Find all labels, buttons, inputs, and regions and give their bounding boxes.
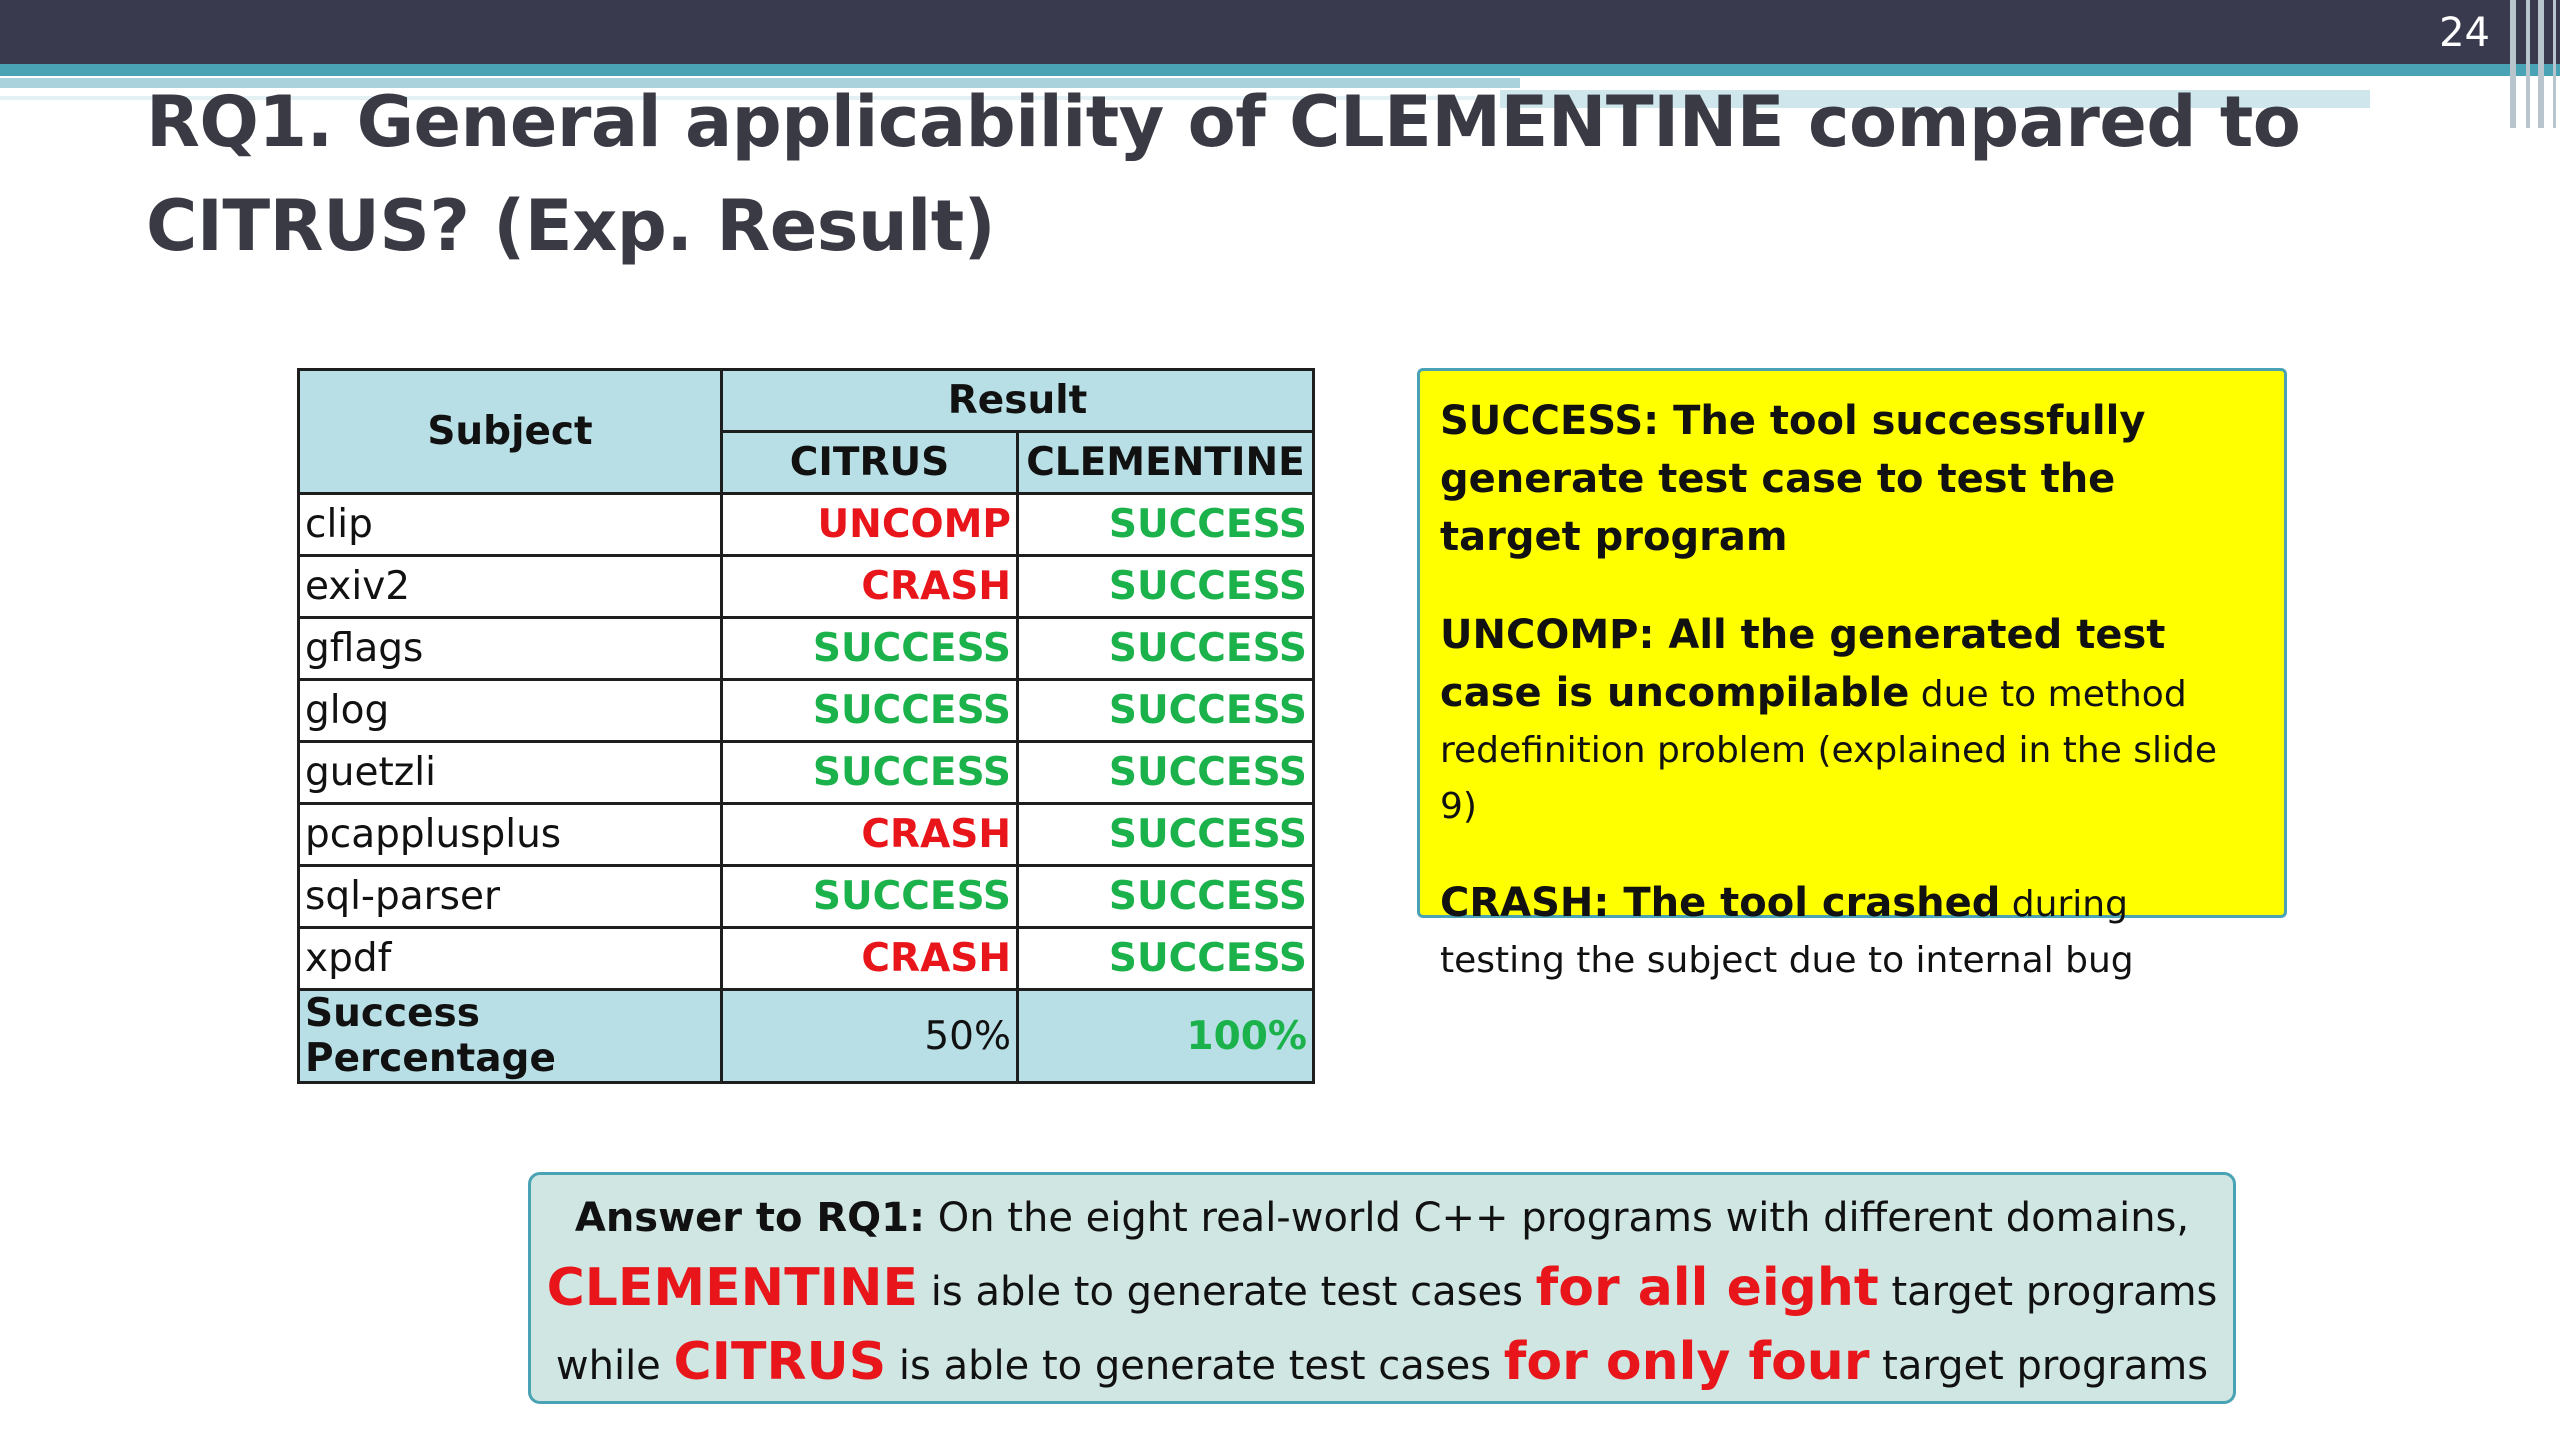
row-subject: gflags bbox=[299, 618, 722, 680]
answer-line2-end: target programs bbox=[1878, 1269, 2218, 1315]
slide-title bbox=[146, 70, 2346, 278]
row-citrus-result: SUCCESS bbox=[722, 618, 1018, 680]
table-row bbox=[299, 742, 1314, 804]
answer-line1-rest: On the eight real-world C++ programs with different domains, bbox=[925, 1195, 2190, 1241]
row-clementine-result: SUCCESS bbox=[1018, 804, 1314, 866]
answer-line3-mid: is able to generate test cases bbox=[886, 1343, 1504, 1389]
row-clementine-result: SUCCESS bbox=[1018, 556, 1314, 618]
row-clementine-result: SUCCESS bbox=[1018, 494, 1314, 556]
summary-row bbox=[299, 990, 1314, 1083]
row-citrus-result: UNCOMP bbox=[722, 494, 1018, 556]
row-subject: sql-parser bbox=[299, 866, 722, 928]
slide-title-line1: RQ1. General applicability of CLEMENTINE compared to bbox=[146, 81, 2301, 163]
answer-line2 bbox=[531, 1253, 2233, 1327]
answer-line2-tool: CLEMENTINE bbox=[546, 1258, 919, 1318]
legend-box bbox=[1417, 368, 2287, 981]
answer-line3-start: while bbox=[555, 1343, 674, 1389]
results-table-body bbox=[299, 494, 1314, 990]
legend-success-text: SUCCESS: The tool successfully generate test case to test the target program bbox=[1440, 398, 2146, 560]
row-clementine-result: SUCCESS bbox=[1018, 742, 1314, 804]
answer-line1 bbox=[531, 1183, 2233, 1253]
table-row bbox=[299, 928, 1314, 990]
answer-line3 bbox=[531, 1327, 2233, 1401]
right-decorative-stripes bbox=[2500, 0, 2560, 128]
legend-uncomp bbox=[1440, 607, 2264, 835]
legend-crash-rest: during testing the subject due to internal bug bbox=[1440, 884, 2134, 981]
table-row bbox=[299, 804, 1314, 866]
row-citrus-result: CRASH bbox=[722, 928, 1018, 990]
row-citrus-result: SUCCESS bbox=[722, 866, 1018, 928]
row-citrus-result: SUCCESS bbox=[722, 680, 1018, 742]
header-result: Result bbox=[722, 370, 1314, 432]
summary-clementine: 100% bbox=[1018, 990, 1314, 1083]
table-row bbox=[299, 680, 1314, 742]
top-dark-band bbox=[0, 0, 2560, 64]
answer-line3-em: for only four bbox=[1503, 1332, 1870, 1392]
row-subject: exiv2 bbox=[299, 556, 722, 618]
answer-line3-tool: CITRUS bbox=[673, 1332, 887, 1392]
table-row bbox=[299, 494, 1314, 556]
header-clementine: CLEMENTINE bbox=[1018, 432, 1314, 494]
legend-crash-bold: CRASH: The tool crashed bbox=[1440, 880, 2001, 926]
legend-crash bbox=[1440, 875, 2264, 989]
row-citrus-result: CRASH bbox=[722, 556, 1018, 618]
row-clementine-result: SUCCESS bbox=[1018, 928, 1314, 990]
table-row bbox=[299, 556, 1314, 618]
row-subject: xpdf bbox=[299, 928, 722, 990]
row-clementine-result: SUCCESS bbox=[1018, 680, 1314, 742]
legend-uncomp-bold: UNCOMP: All the generated test case is uncompilable bbox=[1440, 612, 2166, 716]
summary-citrus: 50% bbox=[722, 990, 1018, 1083]
header-citrus: CITRUS bbox=[722, 432, 1018, 494]
table-row bbox=[299, 866, 1314, 928]
header-subject: Subject bbox=[299, 370, 722, 494]
slide-page-number: 24 bbox=[2439, 10, 2490, 56]
row-clementine-result: SUCCESS bbox=[1018, 866, 1314, 928]
row-subject: clip bbox=[299, 494, 722, 556]
summary-label: Success Percentage bbox=[299, 990, 722, 1083]
answer-label: Answer to RQ1: bbox=[574, 1195, 926, 1241]
answer-box bbox=[528, 1172, 2236, 1404]
row-clementine-result: SUCCESS bbox=[1018, 618, 1314, 680]
row-citrus-result: CRASH bbox=[722, 804, 1018, 866]
row-subject: guetzli bbox=[299, 742, 722, 804]
legend-uncomp-rest: due to method redefinition problem (explained in the slide 9) bbox=[1440, 674, 2218, 827]
row-subject: glog bbox=[299, 680, 722, 742]
table-row bbox=[299, 618, 1314, 680]
legend-success bbox=[1440, 393, 2264, 567]
answer-line2-mid: is able to generate test cases bbox=[918, 1269, 1536, 1315]
answer-line3-end: target programs bbox=[1869, 1343, 2209, 1389]
row-subject: pcapplusplus bbox=[299, 804, 722, 866]
slide-title-line2: CITRUS? (Exp. Result) bbox=[146, 185, 996, 267]
row-citrus-result: SUCCESS bbox=[722, 742, 1018, 804]
answer-line2-em: for all eight bbox=[1535, 1258, 1879, 1318]
results-table bbox=[297, 368, 1315, 1084]
